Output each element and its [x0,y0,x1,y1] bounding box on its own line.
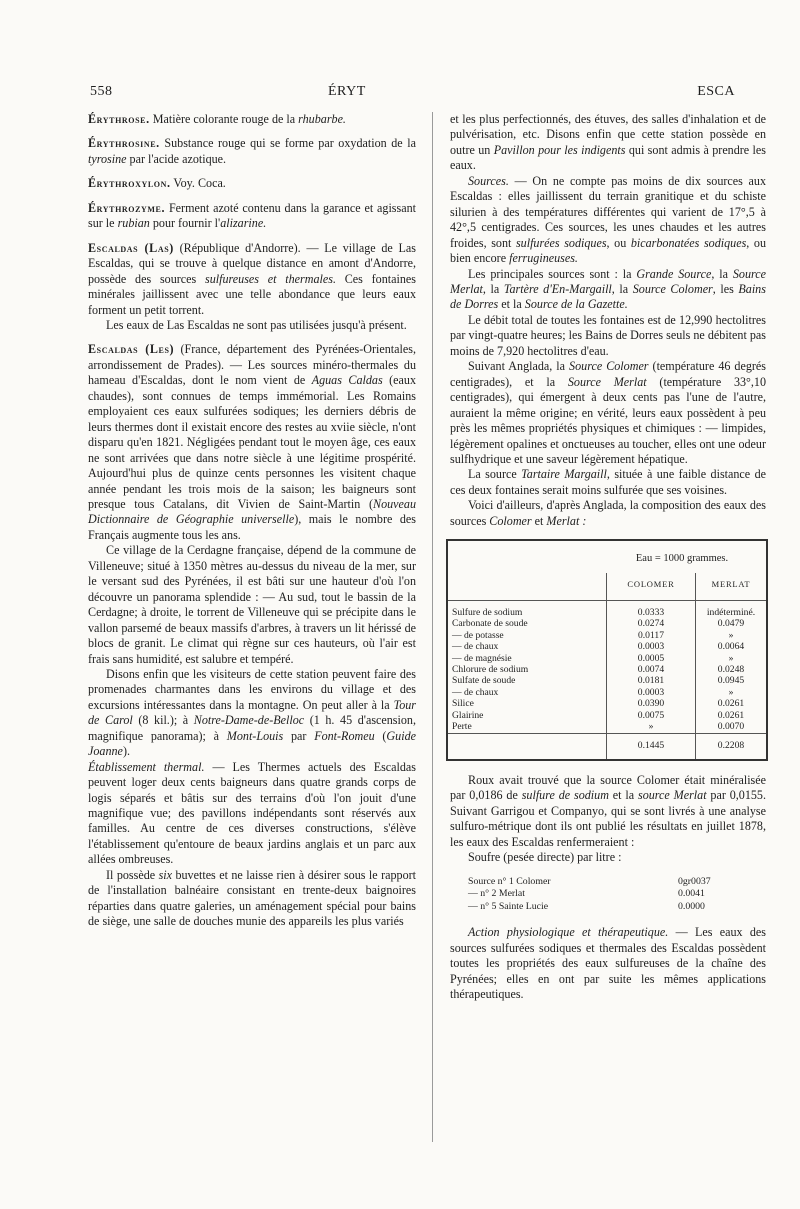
merlat-value: » [728,686,734,698]
headword: Érythrosine. [88,136,160,151]
paragraph: Soufre (pesée directe) par litre : [468,850,622,865]
paragraph: Suivant Anglada, la Source Colomer (température 46 degrés centigrades), et la Source Merlat (température 33°,10 centigrades), qui émergent à deux cents pas l'une de l'autre, auraient la même origine; en vérité, leurs eaux possèdent à peu près les mêmes propriétés physiques et chimiques : — limpides, légèrement opalines et onctueuses au toucher, elles ont une odeur sulfhydrique et une saveur légèrement hépatique. [450,359,766,466]
row-label: Silice [448,698,607,709]
table-row [448,710,766,721]
entry-escaldas-las: Escaldas (Las) (République d'Andorre). — Le village de Las Escaldas, qui se trouve à quelque distance en amont d'Andorre, possède des sources sulfureuses et thermales. Ces fontaines minérales jaillissent avec une telle abondance que leurs eaux forment un petit torrent. [88,240,416,317]
row-label: Carbonate de soude [448,618,607,629]
table-body [448,601,766,733]
entry-erythrozyme: Érythrozyme. Ferment azoté contenu dans la garance et agissant sur le rubian pour fournir l'alizarine. [88,200,416,231]
table-row [448,601,766,619]
paragraph: Les principales sources sont : la Grande Source, la Source Merlat, la Tartère d'En-Margaill, la Source Colomer, les Bains de Dorres et la Source de la Gazette. [450,266,766,312]
colomer-value: 0.0390 [607,698,696,709]
row-label: — de chaux [448,687,607,698]
sulfur-value: 0.0000 [678,900,705,912]
paragraph: Les eaux de Las Escaldas ne sont pas utilisées jusqu'à présent. [106,317,407,332]
entry-erythroxylon: Érythroxylon. Voy. Coca. [88,176,226,191]
merlat-value: » [728,629,734,641]
paragraph: Voici d'ailleurs, d'après Anglada, la composition des eaux des sources Colomer et Merlat : [450,498,766,528]
paragraph: Roux avait trouvé que la source Colomer était minéralisée par 0,0186 de sulfure de sodium et la source Merlat par 0,0155. Suivant Garrigou et Companyo, qui se sont livrés à une analyse sulfuro-métrique dont ils ont publié les résultats en juillet 1878, les eaux des Escaldas renfermeraient : [450,772,767,849]
sulfur-list [468,876,766,914]
row-label: Chlorure de sodium [448,664,607,675]
sulfur-source-label: Source n° 1 Colomer [468,875,551,887]
row-label: — de chaux [448,641,607,652]
paragraph: et les plus perfectionnés, des étuves, des salles d'inhalation et de pulvérisation, etc. Disons enfin que cette station possède en outre un Pavillon pour les indigents qui sont admis à prendre les eaux. [450,112,766,173]
merlat-value: 0.0248 [717,664,745,676]
paragraph: Il possède six buvettes et ne laisse rien à désirer sous le rapport de l'installation balnéaire consistant en trente-deux baignoires réparties dans quatre galeries, un aménagement spécial pour bains de siège, une salle de douches munie des appareils les plus variés [88,867,417,929]
table-row [448,630,766,641]
table-row [448,675,766,686]
right-running-head: ESCA [697,84,735,99]
colomer-value: » [607,721,696,733]
column-divider [432,112,433,1142]
headword: Érythroxylon. [88,176,171,191]
headword: Escaldas (Las) [88,240,174,255]
colomer-value: 0.0075 [607,710,696,721]
row-label: — de magnésie [448,653,607,664]
colomer-value: 0.0074 [607,664,696,675]
page-number: 558 [90,84,113,99]
headword: Érythrose. [88,112,150,126]
colomer-value: 0.0003 [607,641,696,652]
total-merlat: 0.2208 [696,733,767,759]
sulfur-row [468,888,766,901]
table-row [448,618,766,629]
entry-erythrose: Érythrose. Matière colorante rouge de la rhubarbe. [88,112,346,126]
running-header [90,84,735,104]
paragraph: Action physiologique et thérapeutique. — Les eaux des sources sulfurées sodiques et thermales des Escaldas possèdent toutes les propriétés des eaux sulfureuses de la chaîne des Pyrénées; elles en ont par suite les mêmes applications thérapeutiques. [450,925,766,1001]
table-row [448,664,766,675]
entry-erythrosine: Érythrosine. Substance rouge qui se forme par oxydation de la tyrosine par l'acide azotique. [88,136,416,166]
row-label: — de potasse [448,630,607,641]
left-column [88,112,416,930]
merlat-value: 0.0945 [717,675,745,687]
total-colomer: 0.1445 [607,733,696,759]
column-header-colomer: COLOMER [607,573,696,601]
table-row [448,641,766,652]
paragraph: Disons enfin que les visiteurs de cette station peuvent faire des promenades charmantes dans les environs du village et des excursions intéressantes dans la montagne. On peut aller à la Tour de Carol (8 kil.); à Notre-Dame-de-Belloc (1 h. 45 d'ascension, magnifique panorama); à Mont-Louis par Font-Romeu (Guide Joanne). [88,666,416,759]
row-label: Sulfure de sodium [448,601,607,619]
sulfur-source-label: — n° 5 Sainte Lucie [468,900,549,912]
colomer-value: 0.0274 [607,618,696,629]
table-row [448,721,766,733]
colomer-value: 0.0117 [607,630,696,641]
colomer-value: 0.0003 [607,687,696,698]
sulfur-row [468,876,766,889]
paragraph: Ce village de la Cerdagne française, dépend de la commune de Villeneuve; situé à 1350 mètres au-dessus du niveau de la mer, sur le versant sud des Pyrénées, il est bâti sur une hauteur d'où l'on découvre un panorama splendide : — Au sud, tout le bassin de la Cerdagne; à droite, le torrent de Villeneuve qui se précipite dans le vallon parsemé de beaux massifs d'arbres, à travers un lit hérissé de blocs de granit. Le climat qui règne sur ces hauteurs, où l'air est frais sans humidité, est salubre et tempéré. [88,543,416,666]
colomer-value: 0.0181 [607,675,696,686]
entry-escaldas-les: Escaldas (Les) (France, département des Pyrénées-Orientales, arrondissement de Prades). — Les sources minéro-thermales du hameau d'Escaldas, dont le nom vient de Aguas Caldas (eaux chaudes), sont connues de temps immémorial. Les Romains employaient ces eaux sulfurées sodiques; les derniers débris de leurs thermes dont il existait encore des restes au xviie siècle, n'ont disparu qu'en 1821. Négligées pendant tout le moyen âge, ces eaux ne sont arrivées que dans notre siècle à une légitime prospérité. Aujourd'hui plus de quinze cents personnes les visitent chaque année pendant les trois mois de la saison; les baigneurs sont presque tous Catalans, dit Vivien de Saint-Martin (Nouveau Dictionnaire de Géographie universelle), mais le nombre des Français augmente tous les ans. [88,342,416,542]
paragraph: Le débit total de toutes les fontaines est de 12,990 hectolitres par vingt-quatre heures; les Bains de Dorres seuls ne débitent pas moins de 7,920 hectolitres d'eau. [450,312,766,358]
table-row [448,653,766,664]
paragraph: Établissement thermal. — Les Thermes actuels des Escaldas peuvent loger deux cents baigneurs dans quatre grands corps de logis séparés et bâtis sur des terrains d'où l'on jouit d'une magnifique vue; des pavillons indépendants sont réservés aux familles. Au centre de ces diverses constructions, s'élève l'établissement qu'entoure de beaux jardins anglais et un parc aux allées ombreuses. [88,759,416,867]
table-row [448,698,766,709]
row-label: Glairine [448,710,607,721]
sulfur-value: 0gr0037 [678,875,711,887]
right-column [450,112,766,1002]
composition-table [446,539,768,761]
table-total-row [448,733,766,759]
paragraph: Sources. — On ne compte pas moins de dix sources aux Escaldas : elles jaillissent du terrain granitique et du schiste silurien à des températures différentes qui varient de 17°,5 à 42°,5 centigrades. Ces sources, les unes chaudes et les autres froides, sont sulfurées sodiques, ou bicarbonatées sodiques, ou bien encore ferrugineuses. [450,173,766,266]
merlat-value: » [728,652,734,664]
merlat-value: 0.0261 [717,698,745,710]
sulfur-row [468,901,766,914]
merlat-value: 0.0070 [717,721,745,733]
row-label: Sulfate de soude [448,675,607,686]
merlat-value: 0.0064 [717,641,745,653]
colomer-value: 0.0333 [607,601,696,619]
sulfur-value: 0.0041 [678,888,705,900]
column-header-merlat: MERLAT [696,573,767,601]
colomer-value: 0.0005 [607,653,696,664]
sulfur-source-label: — n° 2 Merlat [468,888,525,900]
merlat-value: 0.0479 [717,618,745,630]
table-title: Eau = 1000 grammes. [635,553,729,565]
left-running-head: ÉRYT [328,84,366,99]
merlat-value: 0.0261 [717,709,745,721]
headword: Escaldas (Les) [88,342,175,357]
headword: Érythrozyme. [88,200,166,215]
merlat-value: indéterminé. [706,607,756,619]
table-row [448,687,766,698]
row-label: Perte [448,721,607,733]
paragraph: La source Tartaire Margaill, située à une faible distance de ces deux fontaines serait moins sulfurée que ses voisines. [450,467,766,497]
